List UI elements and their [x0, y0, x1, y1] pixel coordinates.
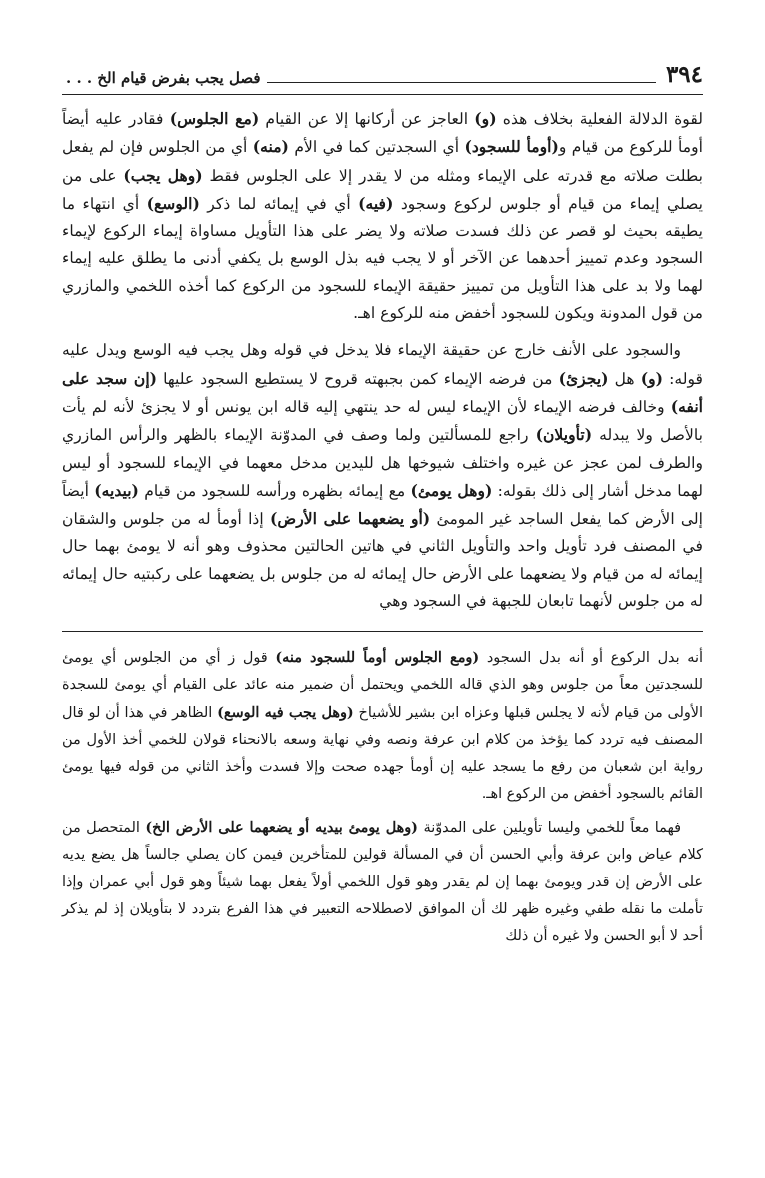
text-run: المتحصل من كلام عياض وابن عرفة وأبي الحسن أن في المسألة قولين للمتأخرين فيمن كان يصلي جالساً هل يضع يديه على الأرض إن قدر ويومئ بهما إن لم يقدر وهو قول اللخمي أولاً يفعل بهما شيئاً وهو قول أبي عمران وإذا تأملت ما نقله طفي وغيره ظهر لك أن الموافق لاصطلاحه التعبير في هذا الفرع بتردد لا بتأويلان إذ لم يذكر أحد لا أبو الحسن ولا غيره أن ذلك: [62, 820, 703, 945]
text-run: وخالف فرضه الإيماء لأن الإيماء ليس له حد ينتهي إليه قاله ابن يونس أو لا يجزئ لأنه لم يأت بالأصل ولا يبدله: [62, 397, 704, 445]
main-paragraph-1: [62, 105, 703, 327]
header-rule: [267, 82, 656, 83]
footnote-paragraph-1: [62, 644, 703, 808]
header-underline: [62, 94, 703, 95]
text-run: مع إيمائه بظهره ورأسه للسجود من قيام: [138, 481, 411, 500]
text-run: من فرضه الإيماء كمن بجبهته قروح لا يستطيع السجود عليها: [157, 369, 559, 388]
text-run: هل: [608, 369, 641, 388]
text-run: والسجود على الأنف خارج عن حقيقة الإيماء فلا يدخل في قوله وهل يجب فيه الوسع ويدل عليه قوله:: [62, 341, 703, 388]
bold-term: (تأويلان): [535, 425, 593, 445]
running-title: فصل يجب بفرض قيام الخ . . .: [66, 69, 261, 87]
text-run: أي انتهاء ما يطيقه بحيث لو قصر عن ذلك فسدت صلاته ولا يضر على هذا التأويل مساواة إيماء الركوع لإيماء السجود وعدم تمييز أحدهما عن الآخر أو لا يجب فيه بذل الوسع بل يكفي أدنى ما يطلق عليه إيماء لهما ولا بد على هذا التأويل من تمييز حقيقة الإيماء للسجود من الركوع كما أخذه اللخمي والمازري من قول المدونة ويكون للسجود أخفض منه للركوع اهـ.: [62, 194, 703, 323]
bold-term: (يجزئ): [558, 368, 609, 388]
text-run: لقوة الدلالة الفعلية بخلاف هذه: [496, 110, 703, 128]
text-run: العاجز عن أركانها إلا عن القيام: [259, 110, 475, 128]
bold-term: (و): [640, 368, 664, 388]
bold-term: (فيه): [358, 193, 394, 213]
page-header: [62, 56, 703, 86]
text-run: على من يصلي إيماء من قيام أو جلوس لركوع وسجود: [62, 166, 704, 213]
bold-term: (ومع الجلوس أوماً للسجود منه): [275, 649, 480, 667]
text-run: أنه بدل الركوع أو أنه بدل السجود: [479, 650, 703, 667]
bold-term: (وهل يجب): [123, 165, 203, 185]
bold-term: (مع الجلوس): [169, 109, 260, 128]
text-run: أي في إيمائه لما ذكر: [199, 194, 359, 213]
text-run: أيضاً إلى الأرض كما يفعل الساجد غير المومئ: [62, 481, 703, 529]
footnote-paragraph-2: [62, 814, 703, 950]
bold-term: (إن سجد على أنفه): [62, 368, 703, 416]
text-run: أي السجدتين كما في الأم: [288, 138, 465, 157]
bold-term: (منه): [252, 137, 289, 157]
text-run: قول ز أي من الجلوس أي يومئ للسجدتين معاً من جلوس وهو الذي قاله اللخمي ويحتمل أن ضمير منه عائد على القيام أي يومئ للسجدة الأولى من قيام لأنه لا يجلس قبلها وعزاه ابن بشير للأشياخ: [62, 650, 704, 722]
main-paragraph-2: [62, 337, 703, 615]
bold-term: (أومأ للسجود): [464, 137, 559, 157]
text-run: راجع للمسألتين ولما وصف في المدوّنة الإيماء بالظهر والرأس المازري والطرف لمن عجز عن غيره واختلف شيوخها هل لليدين مدخل معهما في الإيماء للسجود أو ليس لهما مدخل أشار إلى ذلك بقوله:: [62, 426, 703, 500]
bold-term: (و): [474, 109, 497, 128]
bold-term: (وهل يومئ بيديه أو يضعهما على الأرض الخ): [145, 819, 418, 837]
bold-term: (بيديه): [94, 480, 139, 500]
text-run: فهما معاً للخمي وليسا تأويلين على المدوّنة: [417, 820, 682, 837]
footnote-separator: [62, 631, 703, 632]
bold-term: (الوسع): [146, 193, 200, 213]
bold-term: (وهل يومئ): [410, 480, 493, 500]
text-run: إذا أومأ له من جلوس والشقان في المصنف فرد تأويل واحد والتأويل الثاني في هاتين الحالتين محذوف وهو أنه لا يومئ بهما حال إيمائه له من قيام ولا يضعهما على الأرض حال إيمائه له من جلوس بل يضعهما على ركبتيه حال إيمائه له من جلوس لأنهما تابعان للجبهة في السجود وهي: [62, 510, 703, 611]
bold-term: (وهل يجب فيه الوسع): [217, 704, 354, 722]
text-run: أي من الجلوس فإن لم يفعل بطلت صلاته مع قدرته على الإيماء ومثله من لا يقدر إلا على الجلوس فقط: [62, 138, 703, 185]
text-run: الظاهر في هذا أن لو قال المصنف فيه تردد كما يؤخذ من كلام ابن عرفة ونصه وفي نهاية وسعه بالانحناء قولان للخمي أخذ الأول من رواية ابن شعبان من رفع ما يسجد عليه إن أومأ جهده صحت وإلا فسدت وأخذ الثاني من قوله فيها يومئ القائم بالسجود أخفض من الركوع اهـ.: [62, 705, 703, 803]
page-number: ٣٩٤: [665, 61, 703, 88]
bold-term: (أو يضعهما على الأرض): [269, 509, 431, 529]
text-run: فقادر عليه أيضاً أومأ للركوع من قيام و: [62, 110, 703, 157]
